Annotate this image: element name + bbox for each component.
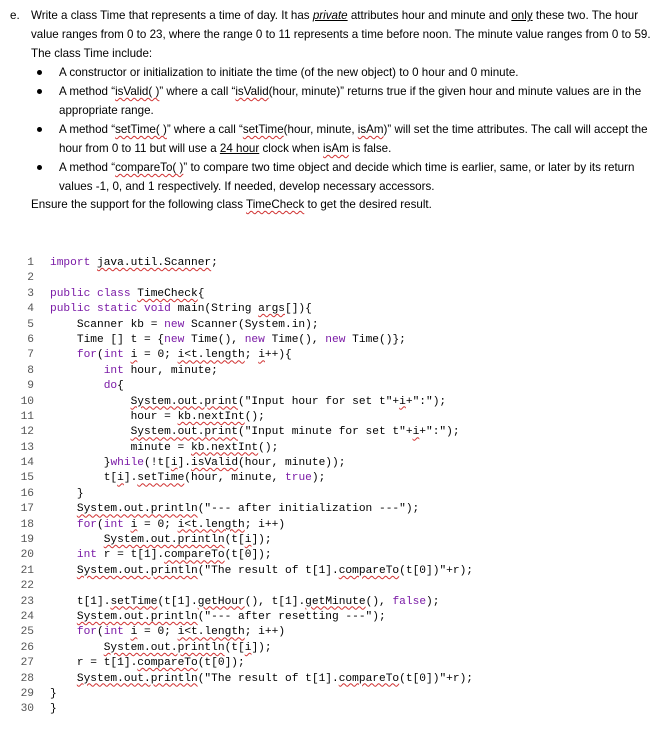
code-line: [0, 348, 667, 363]
text-segment: r = t[1].: [50, 657, 138, 670]
line-number: 15: [20, 472, 34, 485]
line-number: 25: [20, 626, 34, 639]
text-segment: }: [50, 687, 57, 700]
text-segment: System.out.println: [103, 641, 225, 654]
text-segment: isValid( ): [115, 85, 160, 98]
code-line: [0, 441, 667, 456]
code-line: [0, 456, 667, 471]
text-segment: these two. The hour value ranges from 0 to 23, where the range 0 to 11 represents a time before noon. The minute value ranges from 0 to 59. The class Time include:: [31, 9, 651, 60]
code-line: [0, 425, 667, 440]
code-line: [0, 333, 667, 348]
text-segment: getHour: [197, 595, 245, 608]
text-segment: = 0;: [137, 626, 178, 639]
code-line: [0, 533, 667, 548]
text-segment: t[1].: [50, 595, 111, 608]
requirement-item: [31, 63, 661, 82]
text-segment: Ensure the support for the following class: [31, 198, 247, 211]
text-segment: ” where a call “: [159, 85, 236, 98]
text-segment: ” to compare two time object and decide which time is earlier, same, or later by its return values -1, 0, and 1 respectively. If needed, develop necessary accessors.: [59, 161, 635, 193]
text-segment: Time()};: [352, 333, 406, 346]
text-segment: true: [285, 472, 312, 485]
text-segment: i<t.length: [177, 626, 245, 639]
line-number: 10: [20, 395, 34, 408]
text-segment: [50, 519, 77, 531]
text-segment: t[: [50, 472, 118, 485]
text-segment: compareTo: [137, 657, 198, 670]
code-line: [0, 702, 667, 717]
code-line: [0, 548, 667, 563]
code-line: [0, 610, 667, 625]
text-segment: ” where a call “: [166, 123, 243, 136]
text-segment: System.out.println: [76, 672, 198, 685]
bullet-icon: [37, 165, 42, 170]
text-segment: kb.nextInt: [177, 410, 245, 423]
line-number: 9: [27, 380, 34, 393]
text-segment: i: [170, 457, 178, 470]
text-segment: clock when: [259, 142, 324, 155]
line-number: 27: [20, 657, 34, 670]
text-segment: (t[: [224, 641, 245, 654]
code-line: [0, 410, 667, 425]
line-number: 20: [20, 549, 34, 562]
text-segment: while: [110, 457, 145, 470]
text-segment: (t[0])"+r);: [399, 564, 474, 577]
text-segment: []){: [285, 303, 312, 316]
text-segment: i: [130, 518, 138, 531]
text-segment: int: [103, 626, 131, 639]
text-segment: setTime: [137, 472, 185, 485]
text-segment: for: [76, 518, 98, 531]
text-segment: ]);: [251, 641, 272, 654]
text-segment: r = t[1].: [103, 549, 165, 562]
text-segment: i<t.length: [177, 349, 245, 362]
text-segment: hour =: [50, 410, 178, 423]
text-segment: i: [117, 472, 124, 485]
code-line: [0, 318, 667, 333]
code-line: [0, 302, 667, 317]
text-segment: ();: [244, 410, 265, 423]
text-segment: ; i++): [244, 626, 286, 639]
text-segment: ].: [123, 472, 138, 485]
text-segment: ("--- after initialization ---");: [197, 503, 420, 516]
text-segment: System.out.println: [76, 503, 198, 516]
line-number: 28: [20, 672, 34, 685]
line-number: 1: [27, 257, 34, 269]
text-segment: false: [392, 595, 427, 608]
text-segment: Write a class Time that represents a time of day. It has: [31, 9, 313, 22]
text-segment: ++){: [264, 349, 292, 362]
line-number: 29: [20, 687, 34, 700]
text-segment: System.out.print: [130, 395, 238, 408]
text-segment: (hour, minute,: [184, 472, 286, 485]
line-number: 16: [20, 487, 34, 500]
text-segment: only: [511, 9, 533, 22]
line-number: 6: [27, 333, 34, 346]
line-number: 11: [20, 410, 34, 423]
text-segment: +":");: [419, 426, 460, 439]
text-segment: [50, 565, 77, 577]
text-segment: compareTo( ): [115, 161, 184, 174]
text-segment: do: [103, 380, 118, 393]
text-segment: int: [103, 349, 131, 362]
code-line: [0, 518, 667, 533]
text-segment: 24 hour: [219, 142, 260, 155]
text-segment: setTime: [110, 595, 158, 608]
text-segment: (t[1].: [157, 595, 198, 608]
text-segment: }: [50, 457, 111, 470]
text-segment: kb.nextInt: [191, 441, 259, 454]
text-segment: (t[: [224, 534, 245, 547]
code-line: [0, 687, 667, 702]
line-number: 26: [20, 641, 34, 654]
line-number: 24: [20, 610, 34, 623]
text-segment: i: [244, 534, 252, 547]
text-segment: i: [130, 626, 138, 639]
line-number: 13: [20, 441, 34, 454]
text-segment: (: [97, 626, 104, 639]
text-segment: int: [76, 549, 104, 562]
text-segment: int: [103, 518, 131, 531]
text-segment: to get the desired result.: [304, 198, 432, 211]
text-segment: [50, 626, 77, 638]
text-segment: int: [103, 364, 131, 377]
requirement-item: [31, 158, 661, 196]
code-line: [0, 364, 667, 379]
code-line: [0, 672, 667, 687]
code-line: [0, 595, 667, 610]
code-line: [0, 564, 667, 579]
question-intro: [31, 6, 653, 63]
text-segment: (t[0])"+r);: [399, 672, 474, 685]
text-segment: (hour, minute));: [238, 457, 346, 470]
text-segment: Scanner(System.in);: [191, 318, 319, 331]
text-segment: (),: [365, 595, 393, 608]
code-listing: [0, 256, 667, 718]
text-segment: ].: [177, 457, 192, 470]
line-number: 4: [27, 303, 34, 316]
text-segment: ;: [244, 349, 259, 362]
text-segment: A constructor or initialization to initiate the time (of the new object) to 0 hour and 0 minute.: [59, 66, 519, 79]
text-segment: minute =: [50, 441, 191, 454]
text-segment: Scanner kb =: [50, 318, 165, 331]
line-number: 14: [20, 457, 34, 470]
text-segment: Time(),: [271, 333, 326, 346]
code-line: [0, 395, 667, 410]
text-segment: ;: [211, 257, 218, 269]
text-segment: public static void: [50, 303, 178, 316]
bullet-icon: [37, 89, 42, 94]
text-segment: private: [312, 9, 348, 22]
text-segment: [50, 549, 77, 561]
code-line: [0, 287, 667, 302]
bullet-icon: [37, 127, 42, 132]
text-segment: Time [] t = {: [50, 333, 165, 346]
text-segment: (: [97, 349, 104, 362]
text-segment: public class: [50, 287, 138, 300]
text-segment: new: [164, 318, 191, 331]
line-number: 30: [20, 703, 34, 716]
text-segment: isValid: [235, 85, 269, 98]
text-segment: i: [130, 349, 138, 362]
text-segment: (: [97, 518, 104, 531]
text-segment: (hour, minute)” returns true if the given hour and minute values are in the appropriate range.: [59, 85, 642, 117]
text-segment: = 0;: [137, 349, 178, 362]
text-segment: [50, 426, 131, 438]
line-number: 2: [27, 272, 34, 285]
text-segment: ("Input hour for set t"+: [238, 395, 400, 408]
text-segment: (t[0]);: [197, 657, 245, 670]
line-number: 17: [20, 503, 34, 516]
code-line: [0, 487, 667, 502]
text-segment: setTime: [242, 123, 284, 136]
text-segment: System.out.println: [103, 534, 225, 547]
text-segment: [50, 673, 77, 685]
text-segment: Time(),: [191, 333, 245, 346]
text-segment: }: [50, 703, 57, 716]
text-segment: );: [426, 595, 440, 608]
text-segment: is false.: [348, 142, 392, 155]
text-segment: isAm: [323, 142, 349, 155]
text-segment: ("--- after resetting ---");: [197, 610, 386, 623]
text-segment: System.out.println: [76, 564, 198, 577]
text-segment: (hour, minute,: [283, 123, 358, 136]
text-segment: new: [244, 333, 272, 346]
requirement-item: [31, 82, 661, 120]
line-number: 8: [27, 364, 34, 377]
line-number: 5: [27, 318, 34, 331]
text-segment: i: [258, 349, 265, 362]
line-number: 12: [20, 426, 34, 439]
text-segment: for: [76, 626, 98, 639]
question-marker: e.: [10, 9, 20, 22]
text-segment: ("The result of t[1].: [197, 564, 339, 577]
text-segment: hour, minute;: [130, 364, 218, 377]
text-segment: [50, 349, 77, 361]
text-segment: A method “: [59, 161, 116, 174]
line-number: 23: [20, 595, 34, 608]
line-number: 21: [20, 564, 34, 577]
text-segment: new: [325, 333, 353, 346]
text-segment: import: [50, 257, 97, 269]
code-line: [0, 579, 667, 594]
code-line: [0, 502, 667, 517]
text-segment: +":");: [405, 395, 447, 408]
text-segment: args: [258, 303, 285, 316]
text-segment: TimeCheck: [137, 287, 198, 300]
ensure-statement: [31, 195, 432, 214]
line-number: 18: [20, 518, 34, 531]
line-number: 22: [20, 580, 34, 593]
text-segment: [50, 642, 104, 654]
code-line: [0, 625, 667, 640]
text-segment: }: [50, 487, 84, 500]
text-segment: i: [244, 641, 252, 654]
text-segment: = 0;: [137, 518, 178, 531]
text-segment: ();: [258, 441, 279, 454]
text-segment: i: [412, 426, 420, 439]
text-segment: ("The result of t[1].: [197, 672, 339, 685]
text-segment: [50, 503, 77, 515]
text-segment: [50, 611, 77, 623]
text-segment: );: [311, 472, 326, 485]
text-segment: isAm: [357, 123, 384, 136]
text-segment: (), t[1].: [244, 595, 306, 608]
text-segment: [50, 534, 104, 546]
text-segment: )” will set the time attributes. The call will accept the hour from 0 to 11 but will use a: [59, 123, 648, 155]
text-segment: main(String: [177, 303, 259, 316]
bullet-icon: [37, 70, 42, 75]
requirement-item: [31, 120, 661, 158]
text-segment: A method “: [59, 123, 116, 136]
text-segment: i<t.length: [177, 518, 245, 531]
text-segment: java.util.Scanner: [97, 257, 212, 269]
text-segment: A method “: [59, 85, 116, 98]
requirements-list: [31, 63, 661, 196]
text-segment: (t[0]);: [224, 549, 272, 562]
text-segment: (!t[: [144, 457, 171, 470]
line-number: 19: [20, 534, 34, 547]
text-segment: [50, 396, 131, 408]
text-segment: {: [197, 287, 205, 300]
text-segment: new: [164, 333, 191, 346]
text-segment: attributes hour and minute and: [347, 9, 512, 22]
text-segment: getMinute: [305, 595, 366, 608]
line-number: 7: [27, 349, 34, 362]
text-segment: compareTo: [164, 549, 225, 562]
text-segment: isValid: [191, 457, 239, 470]
text-segment: i: [399, 395, 406, 408]
text-segment: {: [117, 380, 124, 393]
code-line: [0, 656, 667, 671]
code-line: [0, 379, 667, 394]
code-line: [0, 641, 667, 656]
text-segment: TimeCheck: [246, 198, 305, 211]
text-segment: [50, 380, 104, 392]
text-segment: setTime( ): [115, 123, 167, 136]
text-segment: compareTo: [338, 564, 400, 577]
text-segment: System.out.println: [76, 610, 198, 623]
text-segment: ("Input minute for set t"+: [238, 426, 413, 439]
text-segment: ; i++): [244, 518, 286, 531]
code-line: [0, 271, 667, 286]
text-segment: ]);: [251, 534, 272, 547]
text-segment: compareTo: [338, 672, 400, 685]
text-segment: [50, 365, 104, 377]
code-line: [0, 471, 667, 486]
line-number: 3: [27, 287, 34, 300]
text-segment: System.out.print: [130, 426, 238, 439]
code-line: [0, 256, 667, 271]
text-segment: for: [76, 349, 98, 362]
